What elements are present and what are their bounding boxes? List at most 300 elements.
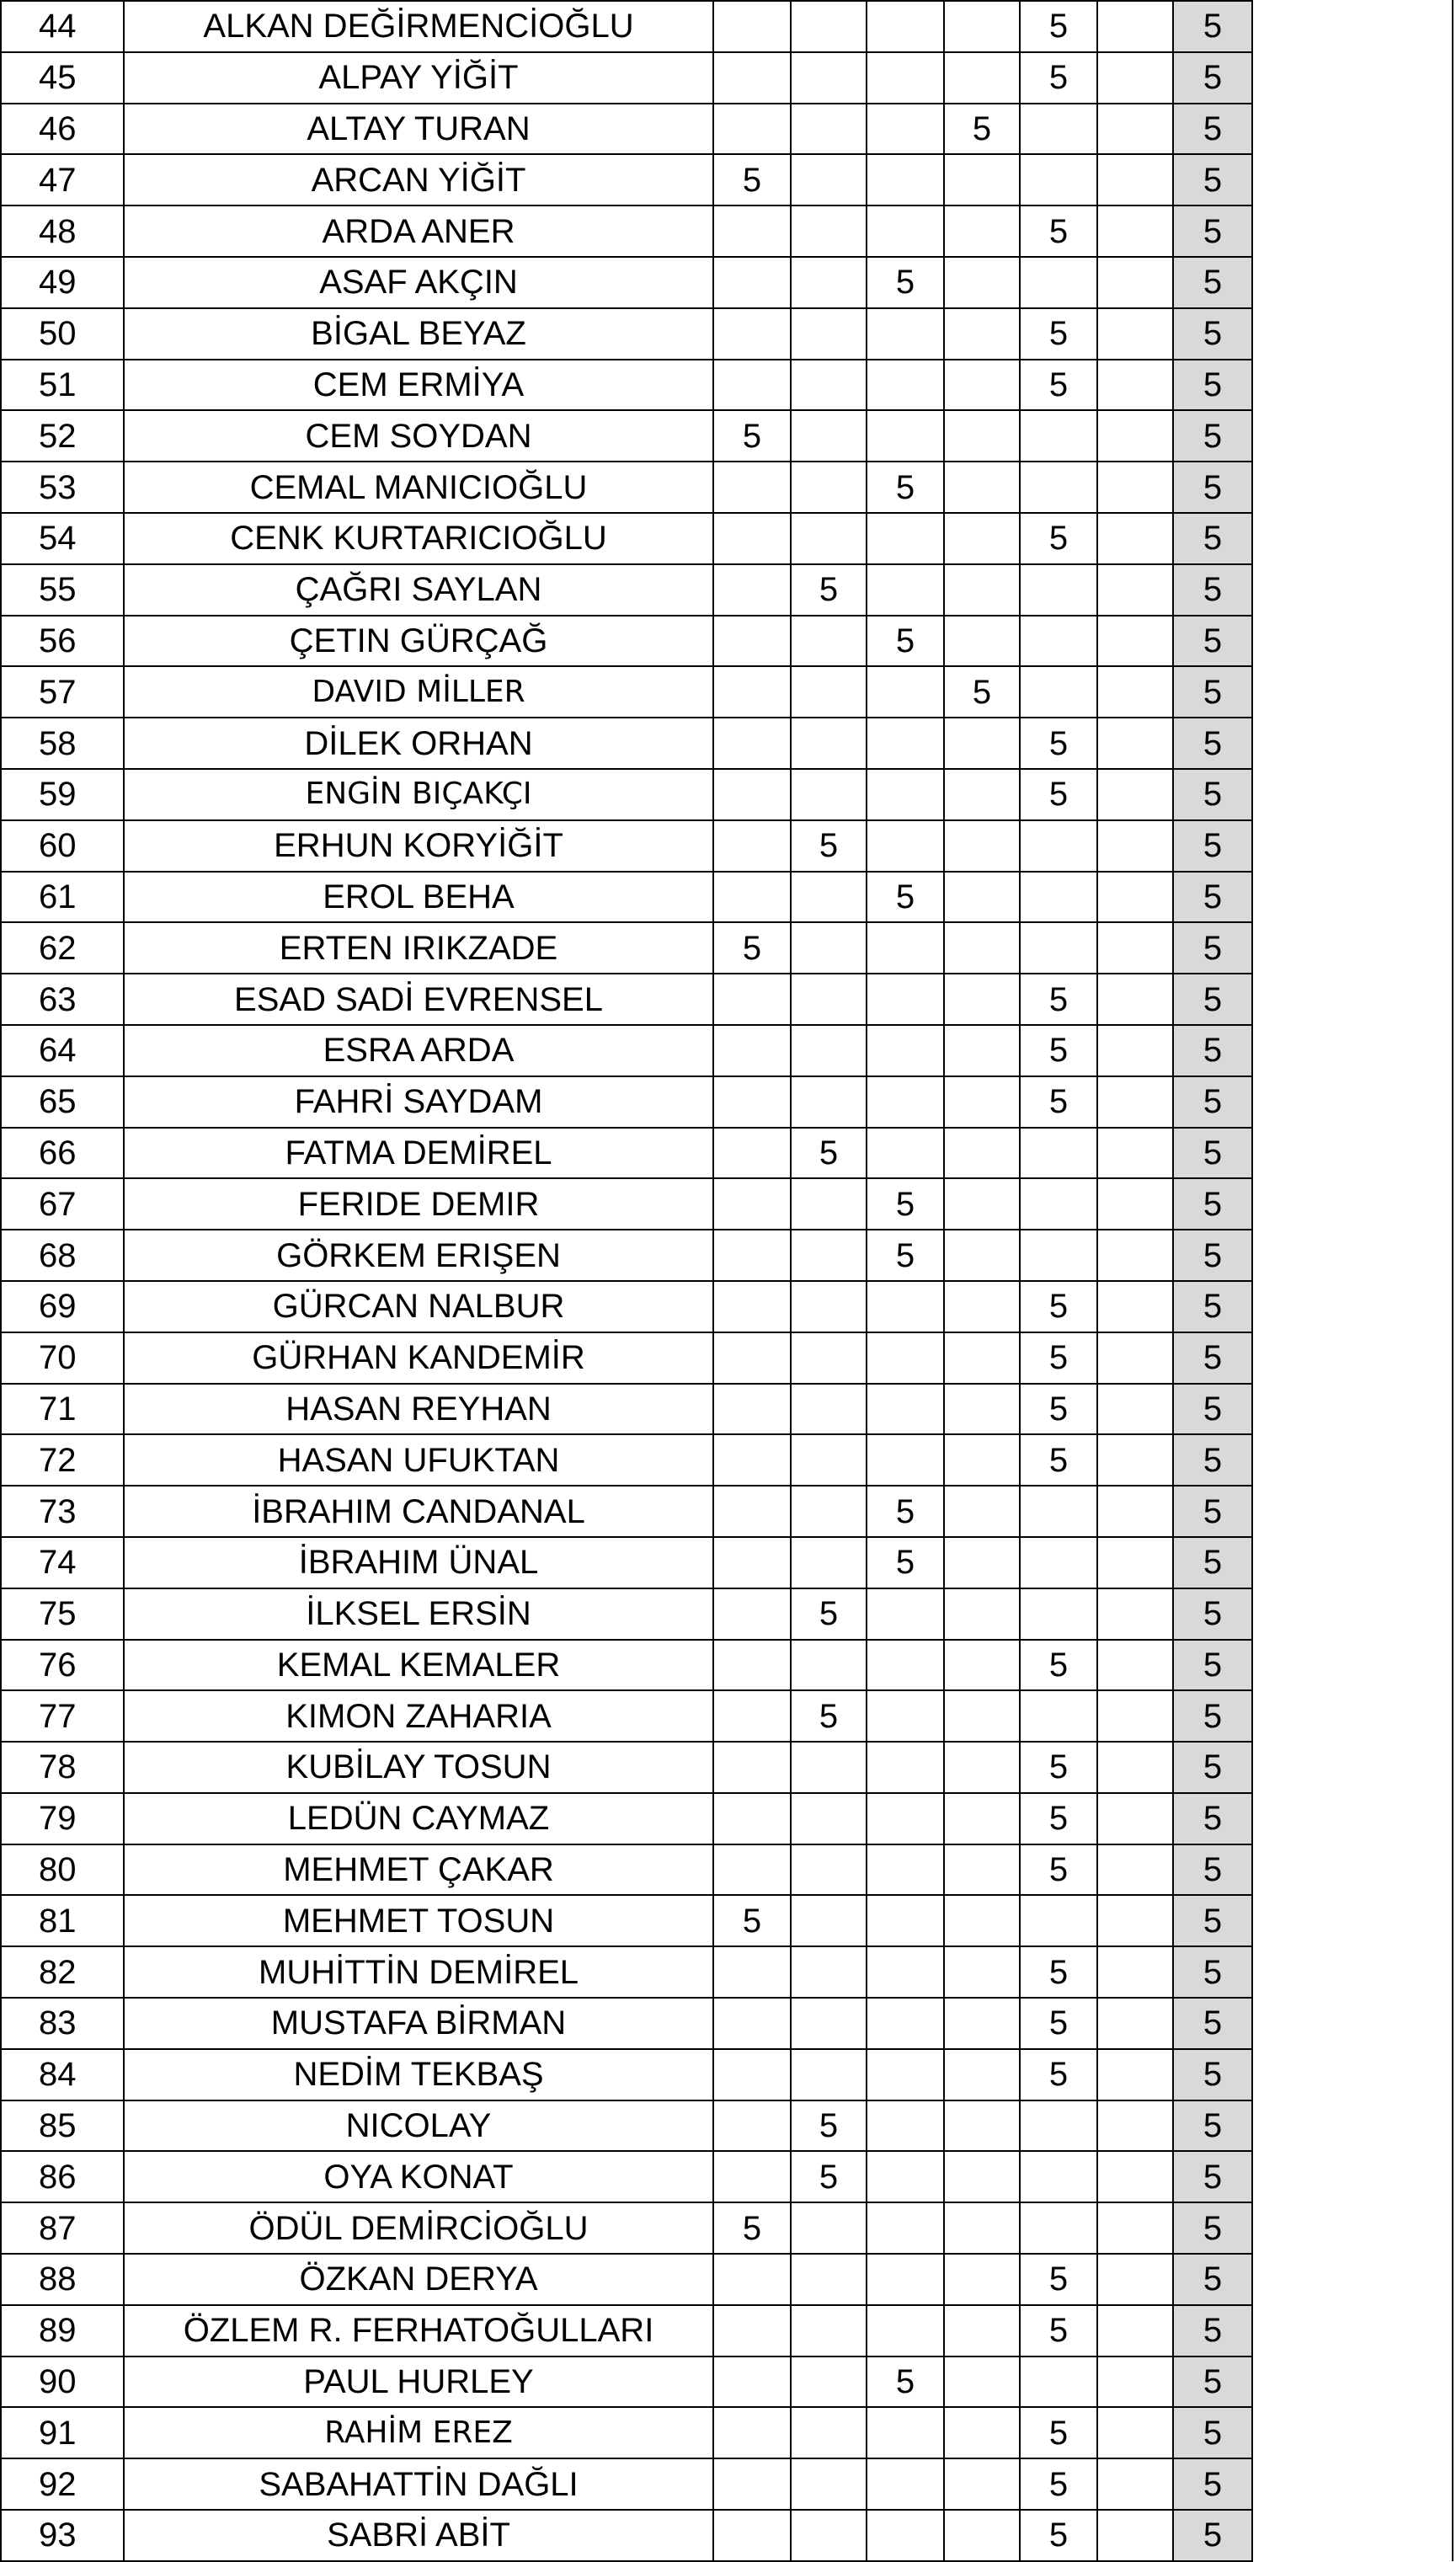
score-cell-1 — [713, 1434, 791, 1486]
score-cell-6 — [1097, 1998, 1173, 2049]
score-cell-1 — [713, 360, 791, 411]
score-cell-5 — [1020, 1895, 1097, 1946]
score-cell-6 — [1097, 2100, 1173, 2152]
row-number-cell: 74 — [1, 1537, 124, 1588]
participant-name-cell: FATMA DEMİREL — [124, 1128, 713, 1179]
score-cell-6 — [1097, 1178, 1173, 1230]
score-cell-6 — [1097, 2151, 1173, 2202]
score-cell-4 — [944, 1076, 1020, 1128]
score-cell-3 — [867, 410, 944, 462]
table-row — [1, 52, 1252, 104]
score-cell-3 — [867, 769, 944, 820]
score-cell-3 — [867, 820, 944, 872]
score-cell-4 — [944, 1434, 1020, 1486]
score-cell-3 — [867, 2254, 944, 2305]
score-cell-1 — [713, 1281, 791, 1332]
row-number-cell: 60 — [1, 820, 124, 872]
score-cell-3 — [867, 104, 944, 155]
participant-name-cell: ÖZKAN DERYA — [124, 2254, 713, 2305]
score-cell-3 — [867, 2407, 944, 2458]
score-cell-4 — [944, 974, 1020, 1025]
table-row — [1, 513, 1252, 564]
score-cell-1 — [713, 718, 791, 769]
row-number-cell: 56 — [1, 616, 124, 667]
score-cell-4 — [944, 2100, 1020, 2152]
score-cell-3 — [867, 1434, 944, 1486]
participant-name-cell: İBRAHIM ÜNAL — [124, 1537, 713, 1588]
row-number-cell: 61 — [1, 872, 124, 923]
score-cell-3 — [867, 1384, 944, 1435]
score-cell-6 — [1097, 1793, 1173, 1844]
table-row — [1, 1230, 1252, 1281]
score-cell-1 — [713, 2458, 791, 2510]
participant-name-cell: SABAHATTİN DAĞLI — [124, 2458, 713, 2510]
score-cell-5 — [1020, 1537, 1097, 1588]
table-row — [1, 410, 1252, 462]
score-cell-5: 5 — [1020, 205, 1097, 257]
score-cell-2 — [791, 1, 867, 52]
row-number-cell: 85 — [1, 2100, 124, 2152]
score-cell-6 — [1097, 104, 1173, 155]
table-row — [1, 2254, 1252, 2305]
score-cell-3 — [867, 1, 944, 52]
score-cell-3: 5 — [867, 2357, 944, 2408]
score-cell-2: 5 — [791, 820, 867, 872]
score-cell-4 — [944, 1230, 1020, 1281]
total-score-cell: 5 — [1173, 1844, 1252, 1896]
score-cell-3 — [867, 718, 944, 769]
score-cell-6 — [1097, 1640, 1173, 1691]
participant-name-cell: CEM SOYDAN — [124, 410, 713, 462]
score-cell-6 — [1097, 1742, 1173, 1793]
score-cell-2 — [791, 2357, 867, 2408]
score-cell-6 — [1097, 1230, 1173, 1281]
participant-name-cell: DAVID MİLLER — [124, 666, 713, 718]
score-cell-6 — [1097, 1384, 1173, 1435]
score-cell-1 — [713, 1742, 791, 1793]
row-number-cell: 57 — [1, 666, 124, 718]
participant-name-cell: NICOLAY — [124, 2100, 713, 2152]
score-cell-2 — [791, 1793, 867, 1844]
participant-name-cell: İBRAHIM CANDANAL — [124, 1486, 713, 1537]
row-number-cell: 46 — [1, 104, 124, 155]
score-cell-2 — [791, 257, 867, 308]
score-cell-1 — [713, 2254, 791, 2305]
participant-name-cell: MEHMET TOSUN — [124, 1895, 713, 1946]
score-cell-5: 5 — [1020, 513, 1097, 564]
participant-name-cell: ENGİN BIÇAKÇI — [124, 769, 713, 820]
score-cell-6 — [1097, 2510, 1173, 2561]
score-cell-1 — [713, 820, 791, 872]
score-cell-5: 5 — [1020, 1025, 1097, 1076]
page-border-line — [1452, 0, 1453, 2561]
table-row — [1, 922, 1252, 974]
score-cell-6 — [1097, 1128, 1173, 1179]
participant-name-cell: KEMAL KEMALER — [124, 1640, 713, 1691]
table-row — [1, 1434, 1252, 1486]
total-score-cell: 5 — [1173, 2407, 1252, 2458]
total-score-cell: 5 — [1173, 52, 1252, 104]
participant-name-cell: HASAN UFUKTAN — [124, 1434, 713, 1486]
score-cell-6 — [1097, 872, 1173, 923]
score-cell-1: 5 — [713, 922, 791, 974]
score-cell-6 — [1097, 1690, 1173, 1742]
score-cell-5 — [1020, 410, 1097, 462]
score-cell-5: 5 — [1020, 1076, 1097, 1128]
score-cell-1 — [713, 1486, 791, 1537]
participant-name-cell: PAUL HURLEY — [124, 2357, 713, 2408]
score-cell-2 — [791, 974, 867, 1025]
row-number-cell: 86 — [1, 2151, 124, 2202]
score-cell-3 — [867, 52, 944, 104]
score-cell-6 — [1097, 666, 1173, 718]
total-score-cell: 5 — [1173, 922, 1252, 974]
row-number-cell: 47 — [1, 154, 124, 205]
table-row — [1, 872, 1252, 923]
total-score-cell: 5 — [1173, 1230, 1252, 1281]
score-cell-6 — [1097, 1946, 1173, 1998]
score-cell-2: 5 — [791, 2100, 867, 2152]
participant-name-cell: İLKSEL ERSİN — [124, 1588, 713, 1640]
score-cell-4 — [944, 922, 1020, 974]
score-cell-3 — [867, 1793, 944, 1844]
score-cell-1 — [713, 308, 791, 360]
participant-name-cell: OYA KONAT — [124, 2151, 713, 2202]
table-row — [1, 1793, 1252, 1844]
total-score-cell: 5 — [1173, 410, 1252, 462]
score-cell-1: 5 — [713, 410, 791, 462]
score-cell-1 — [713, 2305, 791, 2357]
score-cell-2 — [791, 1281, 867, 1332]
score-cell-2 — [791, 104, 867, 155]
total-score-cell: 5 — [1173, 2510, 1252, 2561]
total-score-cell: 5 — [1173, 513, 1252, 564]
row-number-cell: 87 — [1, 2202, 124, 2254]
participant-name-cell: ALTAY TURAN — [124, 104, 713, 155]
participant-name-cell: MEHMET ÇAKAR — [124, 1844, 713, 1896]
participant-name-cell: ÇETIN GÜRÇAĞ — [124, 616, 713, 667]
score-cell-3: 5 — [867, 1178, 944, 1230]
score-cell-3 — [867, 974, 944, 1025]
score-cell-4 — [944, 2458, 1020, 2510]
score-cell-5 — [1020, 1690, 1097, 1742]
score-cell-2: 5 — [791, 1128, 867, 1179]
score-cell-6 — [1097, 1281, 1173, 1332]
score-cell-2 — [791, 718, 867, 769]
score-cell-2 — [791, 1076, 867, 1128]
table-row — [1, 1537, 1252, 1588]
score-cell-4 — [944, 257, 1020, 308]
score-cell-1 — [713, 1384, 791, 1435]
table-row — [1, 104, 1252, 155]
score-cell-3: 5 — [867, 872, 944, 923]
score-cell-2 — [791, 872, 867, 923]
table-row — [1, 974, 1252, 1025]
total-score-cell: 5 — [1173, 1690, 1252, 1742]
row-number-cell: 44 — [1, 1, 124, 52]
score-cell-3 — [867, 360, 944, 411]
score-cell-5 — [1020, 1588, 1097, 1640]
table-row — [1, 2151, 1252, 2202]
participant-name-cell: ESAD SADİ EVRENSEL — [124, 974, 713, 1025]
row-number-cell: 68 — [1, 1230, 124, 1281]
table-row — [1, 2407, 1252, 2458]
total-score-cell: 5 — [1173, 257, 1252, 308]
total-score-cell: 5 — [1173, 2305, 1252, 2357]
score-cell-3 — [867, 513, 944, 564]
score-cell-5 — [1020, 2202, 1097, 2254]
participant-name-cell: CEM ERMİYA — [124, 360, 713, 411]
participant-name-cell: CENK KURTARICIOĞLU — [124, 513, 713, 564]
score-cell-5 — [1020, 872, 1097, 923]
score-cell-5 — [1020, 616, 1097, 667]
score-cell-4 — [944, 1128, 1020, 1179]
score-cell-4 — [944, 1793, 1020, 1844]
score-cell-5 — [1020, 1128, 1097, 1179]
participant-name-cell: ÇAĞRI SAYLAN — [124, 564, 713, 616]
total-score-cell: 5 — [1173, 1076, 1252, 1128]
score-cell-3 — [867, 1076, 944, 1128]
table-row — [1, 154, 1252, 205]
score-cell-1 — [713, 1793, 791, 1844]
score-cell-4 — [944, 1486, 1020, 1537]
score-cell-3 — [867, 2151, 944, 2202]
row-number-cell: 90 — [1, 2357, 124, 2408]
score-cell-2 — [791, 1332, 867, 1384]
score-cell-5: 5 — [1020, 974, 1097, 1025]
score-cell-6 — [1097, 2049, 1173, 2100]
score-cell-5: 5 — [1020, 2510, 1097, 2561]
row-number-cell: 77 — [1, 1690, 124, 1742]
table-row — [1, 462, 1252, 513]
score-cell-5 — [1020, 1486, 1097, 1537]
score-cell-6 — [1097, 1895, 1173, 1946]
score-cell-2 — [791, 1178, 867, 1230]
score-cell-6 — [1097, 1588, 1173, 1640]
score-cell-2 — [791, 154, 867, 205]
score-cell-4 — [944, 2049, 1020, 2100]
score-cell-4 — [944, 1946, 1020, 1998]
score-cell-4 — [944, 564, 1020, 616]
score-cell-5 — [1020, 666, 1097, 718]
score-cell-6 — [1097, 2357, 1173, 2408]
score-cell-2 — [791, 1230, 867, 1281]
score-cell-4 — [944, 1332, 1020, 1384]
score-cell-5 — [1020, 462, 1097, 513]
participant-name-cell: ASAF AKÇIN — [124, 257, 713, 308]
score-cell-6 — [1097, 2202, 1173, 2254]
score-cell-6 — [1097, 2305, 1173, 2357]
participant-name-cell: CEMAL MANICIOĞLU — [124, 462, 713, 513]
table-row — [1, 1025, 1252, 1076]
total-score-cell: 5 — [1173, 1434, 1252, 1486]
table-row — [1, 205, 1252, 257]
score-cell-2 — [791, 769, 867, 820]
total-score-cell: 5 — [1173, 2100, 1252, 2152]
total-score-cell: 5 — [1173, 360, 1252, 411]
participant-name-cell: SABRİ ABİT — [124, 2510, 713, 2561]
score-cell-3 — [867, 1128, 944, 1179]
row-number-cell: 49 — [1, 257, 124, 308]
score-cell-1 — [713, 872, 791, 923]
score-cell-6 — [1097, 1537, 1173, 1588]
score-cell-2 — [791, 462, 867, 513]
score-cell-5: 5 — [1020, 1640, 1097, 1691]
score-cell-4 — [944, 2151, 1020, 2202]
table-row — [1, 2049, 1252, 2100]
row-number-cell: 73 — [1, 1486, 124, 1537]
score-cell-1 — [713, 462, 791, 513]
participant-name-cell: GÜRCAN NALBUR — [124, 1281, 713, 1332]
score-cell-2 — [791, 205, 867, 257]
score-cell-4 — [944, 718, 1020, 769]
table-row — [1, 1384, 1252, 1435]
participant-name-cell: ERHUN KORYİĞİT — [124, 820, 713, 872]
score-cell-1 — [713, 2049, 791, 2100]
score-cell-6 — [1097, 1844, 1173, 1896]
score-cell-4 — [944, 872, 1020, 923]
row-number-cell: 79 — [1, 1793, 124, 1844]
total-score-cell: 5 — [1173, 820, 1252, 872]
row-number-cell: 76 — [1, 1640, 124, 1691]
table-row — [1, 2458, 1252, 2510]
score-cell-4 — [944, 52, 1020, 104]
score-cell-4 — [944, 1178, 1020, 1230]
score-cell-5: 5 — [1020, 1, 1097, 52]
total-score-cell: 5 — [1173, 104, 1252, 155]
table-row — [1, 1946, 1252, 1998]
score-cell-4 — [944, 1998, 1020, 2049]
row-number-cell: 65 — [1, 1076, 124, 1128]
score-cell-2 — [791, 1742, 867, 1793]
score-cell-5: 5 — [1020, 1434, 1097, 1486]
score-cell-1 — [713, 564, 791, 616]
participant-name-cell: RAHİM EREZ — [124, 2407, 713, 2458]
participant-name-cell: ESRA ARDA — [124, 1025, 713, 1076]
score-cell-2: 5 — [791, 564, 867, 616]
participant-name-cell: ERTEN IRIKZADE — [124, 922, 713, 974]
score-cell-1: 5 — [713, 1895, 791, 1946]
score-cell-1 — [713, 1025, 791, 1076]
table-row — [1, 2305, 1252, 2357]
row-number-cell: 59 — [1, 769, 124, 820]
table-row — [1, 1178, 1252, 1230]
participant-name-cell: ALKAN DEĞİRMENCİOĞLU — [124, 1, 713, 52]
score-cell-3 — [867, 308, 944, 360]
score-cell-3 — [867, 1844, 944, 1896]
participant-name-cell: ARDA ANER — [124, 205, 713, 257]
score-cell-2 — [791, 922, 867, 974]
score-cell-4 — [944, 360, 1020, 411]
table-row — [1, 308, 1252, 360]
total-score-cell: 5 — [1173, 1178, 1252, 1230]
score-cell-3: 5 — [867, 462, 944, 513]
score-cell-6 — [1097, 308, 1173, 360]
row-number-cell: 52 — [1, 410, 124, 462]
total-score-cell: 5 — [1173, 1946, 1252, 1998]
row-number-cell: 88 — [1, 2254, 124, 2305]
score-cell-4 — [944, 1537, 1020, 1588]
table-row — [1, 1, 1252, 52]
table-row — [1, 564, 1252, 616]
score-cell-2 — [791, 1895, 867, 1946]
score-cell-4 — [944, 820, 1020, 872]
participant-name-cell: ARCAN YİĞİT — [124, 154, 713, 205]
table-row — [1, 2202, 1252, 2254]
row-number-cell: 82 — [1, 1946, 124, 1998]
total-score-cell: 5 — [1173, 1332, 1252, 1384]
participant-name-cell: ALPAY YİĞİT — [124, 52, 713, 104]
score-cell-5 — [1020, 154, 1097, 205]
score-cell-4 — [944, 1, 1020, 52]
row-number-cell: 89 — [1, 2305, 124, 2357]
row-number-cell: 45 — [1, 52, 124, 104]
score-cell-6 — [1097, 360, 1173, 411]
total-score-cell: 5 — [1173, 1537, 1252, 1588]
score-cell-1 — [713, 257, 791, 308]
score-cell-5 — [1020, 104, 1097, 155]
score-cell-5: 5 — [1020, 769, 1097, 820]
score-cell-4 — [944, 2254, 1020, 2305]
score-cell-5 — [1020, 922, 1097, 974]
score-cell-5: 5 — [1020, 308, 1097, 360]
table-row — [1, 257, 1252, 308]
score-cell-1: 5 — [713, 2202, 791, 2254]
score-cell-2 — [791, 1946, 867, 1998]
score-cell-6 — [1097, 1486, 1173, 1537]
score-cell-2 — [791, 308, 867, 360]
score-cell-3 — [867, 1946, 944, 1998]
participant-name-cell: BİGAL BEYAZ — [124, 308, 713, 360]
score-cell-6 — [1097, 1076, 1173, 1128]
score-cell-6 — [1097, 513, 1173, 564]
score-cell-1 — [713, 1998, 791, 2049]
score-cell-3 — [867, 1588, 944, 1640]
score-cell-2 — [791, 616, 867, 667]
score-cell-3 — [867, 1895, 944, 1946]
participant-name-cell: DİLEK ORHAN — [124, 718, 713, 769]
score-cell-1 — [713, 2100, 791, 2152]
score-cell-1 — [713, 1230, 791, 1281]
score-cell-2 — [791, 52, 867, 104]
total-score-cell: 5 — [1173, 2202, 1252, 2254]
score-cell-4 — [944, 1025, 1020, 1076]
score-cell-5: 5 — [1020, 1793, 1097, 1844]
score-cell-1 — [713, 1640, 791, 1691]
score-cell-1 — [713, 1946, 791, 1998]
table-row — [1, 1128, 1252, 1179]
score-cell-6 — [1097, 2254, 1173, 2305]
score-cell-5: 5 — [1020, 1844, 1097, 1896]
score-cell-1 — [713, 2407, 791, 2458]
score-cell-4 — [944, 2357, 1020, 2408]
score-cell-3: 5 — [867, 1230, 944, 1281]
score-cell-1 — [713, 1332, 791, 1384]
row-number-cell: 71 — [1, 1384, 124, 1435]
score-cell-6 — [1097, 462, 1173, 513]
score-cell-2 — [791, 666, 867, 718]
score-cell-5: 5 — [1020, 2407, 1097, 2458]
table-row — [1, 1281, 1252, 1332]
row-number-cell: 69 — [1, 1281, 124, 1332]
row-number-cell: 62 — [1, 922, 124, 974]
score-cell-6 — [1097, 52, 1173, 104]
participant-name-cell: ÖDÜL DEMİRCİOĞLU — [124, 2202, 713, 2254]
score-cell-1 — [713, 52, 791, 104]
score-cell-2 — [791, 1434, 867, 1486]
score-cell-4: 5 — [944, 666, 1020, 718]
score-cell-3 — [867, 2305, 944, 2357]
